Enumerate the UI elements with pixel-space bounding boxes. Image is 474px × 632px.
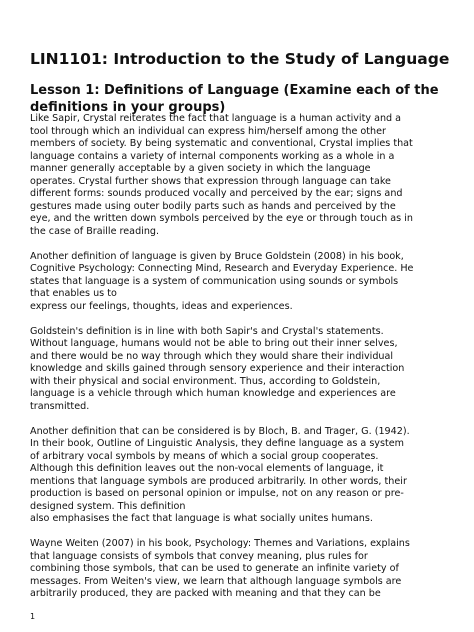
paragraph-line: members of society. By being systematic and conventional, Crystal implies that	[30, 138, 413, 149]
paragraph-line: with their physical and social environment. Thus, according to Goldstein,	[30, 375, 381, 387]
paragraph-line: messages. From Weiten's view, we learn that although language symbols are	[30, 575, 402, 587]
document-title: LIN1101: Introduction to the Study of Language	[30, 50, 450, 68]
paragraph-line: designed system. This definition	[30, 500, 186, 512]
paragraph-line: Another definition that can be considered is by Bloch, B. and Trager, G. (1942).	[30, 425, 410, 437]
paragraph-line: combining those symbols, that can be used to generate an infinite variety of	[30, 563, 399, 574]
paragraph-line: tool through which an individual can express him/herself among the other	[30, 125, 386, 137]
paragraph-line: operates. Crystal further shows that expression through language can take	[30, 175, 391, 187]
paragraph-line: production is based on personal opinion or impulse, not on any reason or pre-	[30, 488, 404, 499]
paragraph-line: different forms: sounds produced vocally and perceived by the ear; signs and	[30, 188, 403, 199]
paragraph-line: Another definition of language is given by Bruce Goldstein (2008) in his book,	[30, 250, 404, 262]
paragraph-line: gestures made using outer bodily parts such as hands and perceived by the	[30, 200, 396, 212]
paragraph-line: knowledge and skills gained through sensory experience and their interaction	[30, 363, 405, 374]
paragraph-line: language is a vehicle through which human knowledge and experiences are	[30, 388, 396, 399]
paragraph-gap	[30, 526, 474, 539]
lesson-heading-line: Lesson 1: Definitions of Language (Examine each of the	[30, 83, 439, 98]
paragraph	[30, 538, 474, 601]
paragraph-line: that enables us to	[30, 288, 117, 299]
page-number: 1	[30, 612, 36, 621]
lesson-heading	[30, 83, 439, 116]
paragraph-line: Wayne Weiten (2007) in his book, Psychology: Themes and Variations, explains	[30, 538, 410, 549]
paragraph-line: Without language, humans would not be able to bring out their inner selves,	[30, 338, 398, 349]
paragraph-line: manner generally acceptable by a given society in which the language	[30, 163, 371, 174]
paragraph-gap	[30, 413, 474, 426]
paragraph-line: of arbitrary vocal symbols by means of which a social group cooperates.	[30, 450, 379, 462]
paragraph-line: express our feelings, thoughts, ideas and experiences.	[30, 300, 293, 312]
paragraph-line: Although this definition leaves out the non-vocal elements of language, it	[30, 463, 384, 474]
paragraph-line: Cognitive Psychology: Connecting Mind, Research and Everyday Experience. He	[30, 263, 414, 274]
paragraph-line: states that language is a system of communication using sounds or symbols	[30, 275, 399, 287]
lesson-heading-line: definitions in your groups)	[30, 99, 226, 115]
paragraph-line: mentions that language symbols are produced arbitrarily. In other words, their	[30, 475, 407, 487]
paragraph-line: Like Sapir, Crystal reiterates the fact that language is a human activity and a	[30, 113, 402, 124]
paragraph-line: In their book, Outline of Linguistic Analysis, they define language as a system	[30, 438, 404, 449]
paragraph-line: transmitted.	[30, 400, 90, 412]
paragraph-gap	[30, 238, 474, 251]
paragraph-line: Goldstein's definition is in line with both Sapir's and Crystal's statements.	[30, 325, 384, 337]
paragraph-line: language contains a variety of internal components working as a whole in a	[30, 150, 395, 162]
paragraph-line: and there would be no way through which they would share their individual	[30, 350, 394, 362]
paragraph	[30, 326, 474, 414]
document-body	[30, 113, 474, 601]
paragraph-line: that language consists of symbols that convey meaning, plus rules for	[30, 550, 368, 562]
paragraph-gap	[30, 313, 474, 326]
paragraph-line: eye, and the written down symbols perceived by the eye or through touch as in	[30, 213, 413, 224]
paragraph-line: arbitrarily produced, they are packed with meaning and that they can be	[30, 588, 381, 599]
paragraph-line: also emphasises the fact that language is what socially unites humans.	[30, 513, 373, 524]
paragraph	[30, 426, 474, 526]
paragraph	[30, 113, 474, 238]
paragraph	[30, 251, 474, 314]
paragraph-line: the case of Braille reading.	[30, 225, 160, 237]
